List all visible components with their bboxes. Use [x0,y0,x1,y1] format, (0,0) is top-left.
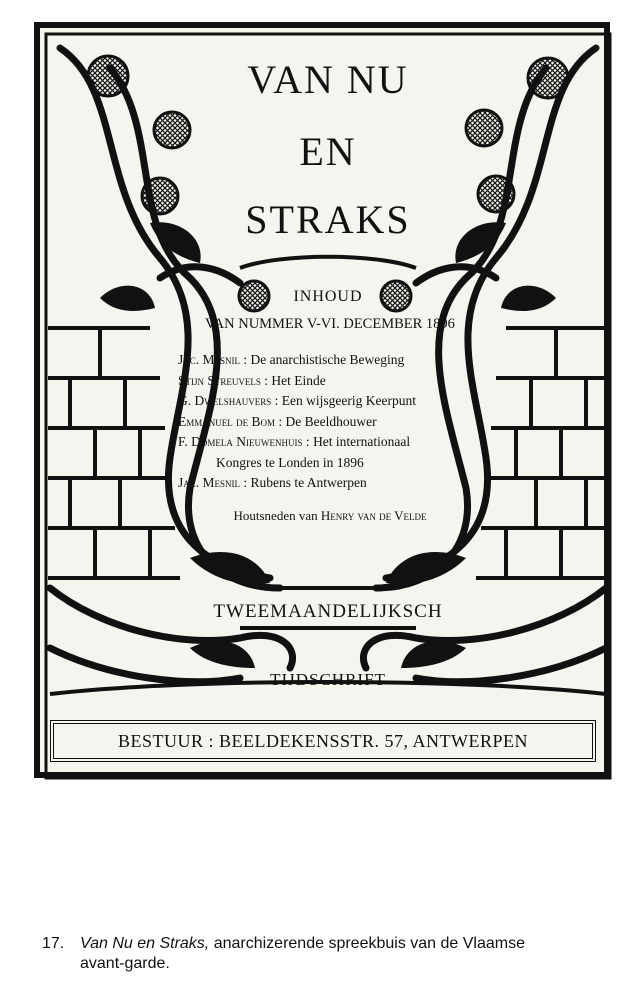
toc-title-continuation: Kongres te Londen in 1896 [216,454,364,470]
caption-number: 17. [42,935,65,952]
magazine-title-line-1: VAN NU [247,57,409,102]
toc-entry: Stijn Streuvels : Het Einde [178,372,326,388]
caption-text-line-1: anarchizerende spreekbuis van de Vlaamse [209,935,525,952]
toc-entry: Jac. Mesnil : Rubens te Antwerpen [178,475,367,490]
toc-title: De Beeldhouwer [285,413,377,429]
toc-author: Emmanuel de Bom [178,413,275,429]
issue-line: VAN NUMMER V-VI. DECEMBER 1896 [205,316,455,332]
toc-entry: Jac. Mesnil : De anarchistische Beweging [178,352,405,367]
toc-entry: F. Domela Nieuwenhuis : Het internationaal [178,434,411,449]
contents-heading: INHOUD [293,288,363,305]
toc-title: Het internationaal [313,434,411,449]
magazine-title-line-3: STRAKS [245,197,411,242]
woodcut-credit [190,508,470,524]
toc-title: Een wijsgeerig Keerpunt [281,393,416,408]
toc-entry: Emmanuel de Bom : De Beeldhouwer [178,413,377,429]
publisher-address: BESTUUR : BEELDEKENSSTR. 57, ANTWERPEN [50,720,596,762]
toc-author: Jac. Mesnil [178,475,241,490]
toc-author: G. Dwelshauvers [178,393,272,408]
subtitle-line-1: TWEEMAANDELIJKSCH [213,601,443,622]
credit-name: Henry van de Velde [320,508,427,523]
magazine-cover [34,22,610,778]
magazine-title-line-2: EN [299,129,357,174]
toc-title: De anarchistische Beweging [250,352,405,367]
caption-body [80,934,620,974]
subtitle-line-2: TIJDSCHRIFT [270,670,386,689]
toc-author: Stijn Streuvels [178,372,261,388]
caption-title: Van Nu en Straks, [80,935,210,952]
credit-prefix: Houtsneden van [233,508,318,523]
table-of-contents [178,350,478,494]
figure-caption [42,934,622,972]
toc-title: Rubens te Antwerpen [250,475,367,490]
toc-author: Jac. Mesnil [178,352,241,367]
caption-text-line-2: avant-garde. [80,955,170,972]
toc-entry: G. Dwelshauvers : Een wijsgeerig Keerpunt [178,393,416,408]
toc-author: F. Domela Nieuwenhuis [178,434,303,449]
toc-title: Het Einde [271,372,326,388]
